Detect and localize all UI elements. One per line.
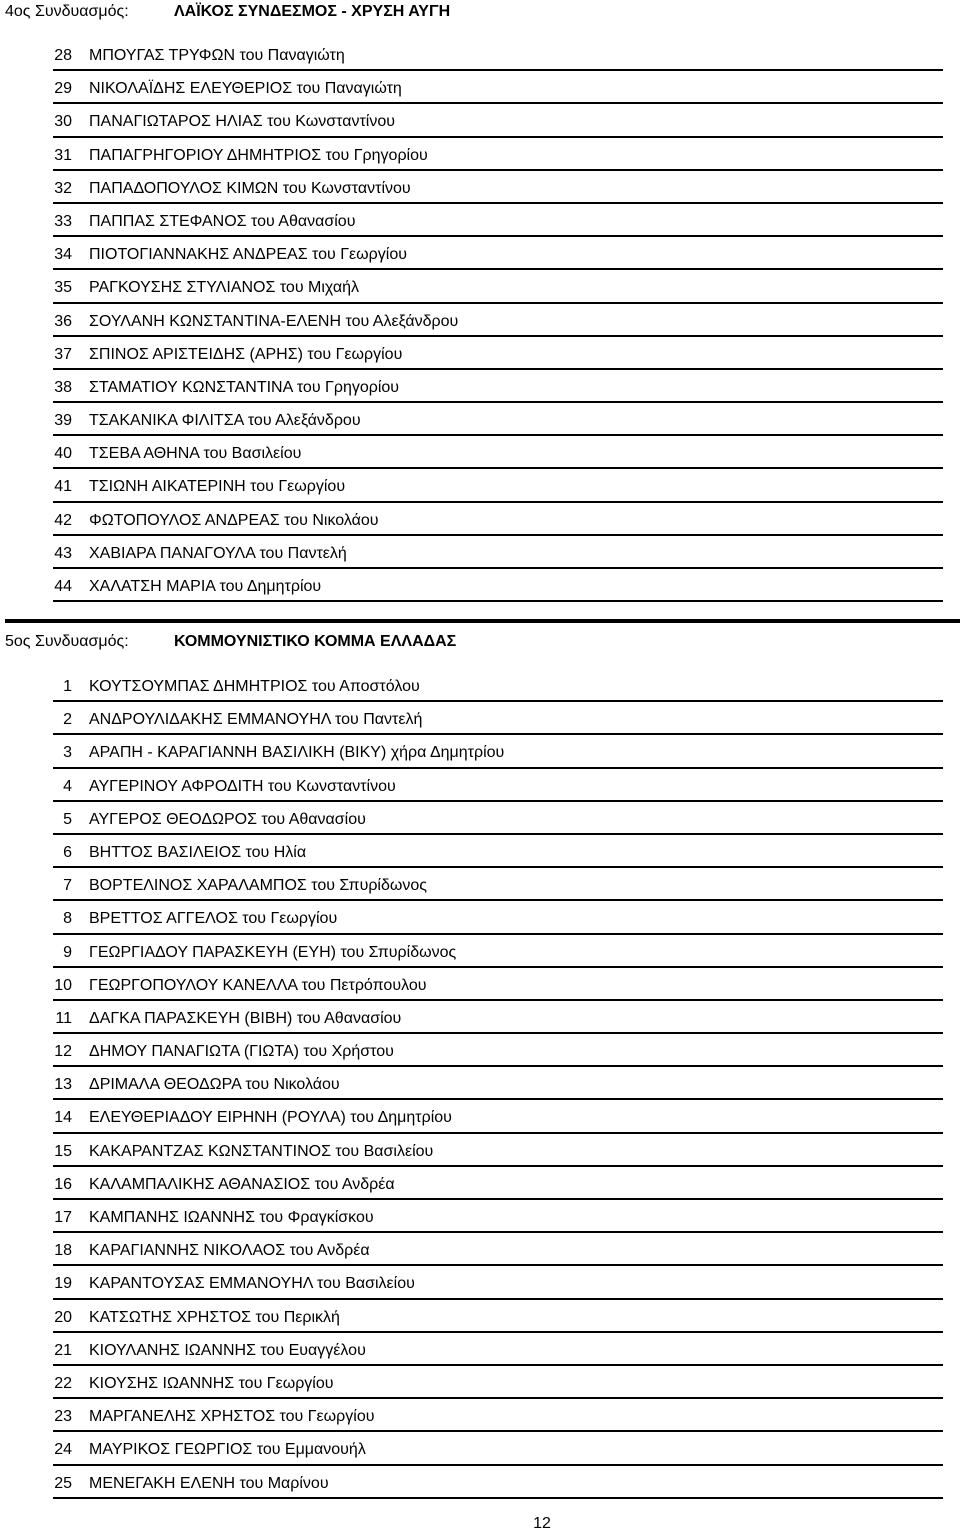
candidate-number: 28: [54, 47, 72, 64]
candidate-number: 31: [54, 146, 72, 164]
section-4-candidate-list: [0, 38, 960, 602]
candidate-number: 22: [54, 1374, 72, 1392]
candidate-row: [0, 1001, 960, 1034]
candidate-name: ΒΗΤΤΟΣ ΒΑΣΙΛΕΙΟΣ του Ηλία: [89, 843, 307, 861]
candidate-number: 38: [54, 378, 72, 396]
candidate-name: ΠΑΠΠΑΣ ΣΤΕΦΑΝΟΣ του Αθανασίου: [89, 212, 356, 230]
candidate-name: ΠΑΝΑΓΙΩΤΑΡΟΣ ΗΛΙΑΣ του Κωνσταντίνου: [89, 113, 395, 131]
candidate-row: [0, 935, 960, 968]
candidate-number: 18: [54, 1242, 72, 1260]
candidate-name: ΔΡΙΜΑΛΑ ΘΕΟΔΩΡΑ του Νικολάου: [89, 1076, 340, 1094]
candidate-number: 10: [54, 976, 72, 994]
candidate-row: [0, 337, 960, 370]
candidate-name: ΣΠΙΝΟΣ ΑΡΙΣΤΕΙΔΗΣ (ΑΡΗΣ) του Γεωργίου: [89, 345, 403, 363]
candidate-number: 42: [54, 511, 72, 529]
candidate-name: ΚΑΚΑΡΑΝΤΖΑΣ ΚΩΝΣΤΑΝΤΙΝΟΣ του Βασιλείου: [89, 1142, 434, 1160]
candidate-number: 8: [63, 910, 72, 928]
candidate-name: ΠΙΟΤΟΓΙΑΝΝΑΚΗΣ ΑΝΔΡΕΑΣ του Γεωργίου: [89, 246, 407, 264]
candidate-row: [0, 1233, 960, 1266]
candidate-name: ΑΝΔΡΟΥΛΙΔΑΚΗΣ ΕΜΜΑΝΟΥΗΛ του Παντελή: [89, 711, 423, 729]
candidate-name: ΜΑΥΡΙΚΟΣ ΓΕΩΡΓΙΟΣ του Εμμανουήλ: [89, 1441, 366, 1459]
candidate-name: ΔΑΓΚΑ ΠΑΡΑΣΚΕΥΗ (ΒΙΒΗ) του Αθανασίου: [89, 1009, 402, 1027]
candidate-row: [0, 1134, 960, 1167]
candidate-row: [0, 1466, 960, 1499]
candidate-row: [0, 38, 960, 71]
candidate-number: 24: [54, 1441, 72, 1459]
candidate-row: [0, 1034, 960, 1067]
candidate-name: ΜΕΝΕΓΑΚΗ ΕΛΕΝΗ του Μαρίνου: [89, 1474, 329, 1492]
candidate-number: 12: [54, 1043, 72, 1061]
candidate-number: 43: [54, 544, 72, 562]
row-underline: [53, 600, 943, 602]
candidate-name: ΝΙΚΟΛΑΪΔΗΣ ΕΛΕΥΘΕΡΙΟΣ του Παναγιώτη: [89, 80, 402, 98]
candidate-name: ΜΠΟΥΓΑΣ ΤΡΥΦΩΝ του Παναγιώτη: [89, 47, 345, 64]
candidate-number: 20: [54, 1308, 72, 1326]
candidate-number: 36: [54, 312, 72, 330]
candidate-number: 21: [54, 1341, 72, 1359]
candidate-name: ΔΗΜΟΥ ΠΑΝΑΓΙΩΤΑ (ΓΙΩΤΑ) του Χρήστου: [89, 1043, 394, 1061]
candidate-row: [0, 1300, 960, 1333]
candidate-number: 29: [54, 80, 72, 98]
candidate-row: [0, 104, 960, 137]
candidate-row: [0, 1266, 960, 1299]
candidate-row: [0, 403, 960, 436]
section-5-candidate-list: [0, 669, 960, 1499]
section-4-header: [5, 0, 955, 24]
candidate-number: 7: [63, 877, 72, 895]
candidate-name: ΒΟΡΤΕΛΙΝΟΣ ΧΑΡΑΛΑΜΠΟΣ του Σπυρίδωνος: [89, 877, 427, 895]
candidate-row: [0, 370, 960, 403]
candidate-row: [0, 469, 960, 502]
candidate-name: ΕΛΕΥΘΕΡΙΑΔΟΥ ΕΙΡΗΝΗ (ΡΟΥΛΑ) του Δημητρίου: [89, 1109, 452, 1127]
candidate-name: ΚΑΛΑΜΠΑΛΙΚΗΣ ΑΘΑΝΑΣΙΟΣ του Ανδρέα: [89, 1175, 395, 1193]
candidate-number: 14: [54, 1109, 72, 1127]
section-5-header: [5, 630, 955, 654]
candidate-number: 33: [54, 212, 72, 230]
candidate-row: [0, 901, 960, 934]
candidate-name: ΚΟΥΤΣΟΥΜΠΑΣ ΔΗΜΗΤΡΙΟΣ του Αποστόλου: [89, 678, 420, 695]
candidate-row: [0, 769, 960, 802]
section-5-label: 5ος Συνδυασμός:: [5, 633, 129, 650]
candidate-row: [0, 1100, 960, 1133]
candidate-row: [0, 669, 960, 702]
candidate-number: 2: [63, 711, 72, 729]
candidate-number: 25: [54, 1474, 72, 1492]
candidate-row: [0, 702, 960, 735]
section-5-party-name: ΚΟΜΜΟΥΝΙΣΤΙΚΟ ΚΟΜΜΑ ΕΛΛΑΔΑΣ: [174, 633, 457, 650]
candidate-number: 40: [54, 445, 72, 463]
candidate-row: [0, 968, 960, 1001]
candidate-row: [0, 735, 960, 768]
candidate-name: ΧΑΛΑΤΣΗ ΜΑΡΙΑ του Δημητρίου: [89, 578, 322, 595]
candidate-name: ΚΙΟΥΣΗΣ ΙΩΑΝΝΗΣ του Γεωργίου: [89, 1374, 334, 1392]
candidate-name: ΑΥΓΕΡΟΣ ΘΕΟΔΩΡΟΣ του Αθανασίου: [89, 810, 366, 828]
candidate-name: ΚΙΟΥΛΑΝΗΣ ΙΩΑΝΝΗΣ του Ευαγγέλου: [89, 1341, 366, 1359]
section-4-label: 4ος Συνδυασμός:: [5, 3, 129, 20]
candidate-row: [0, 1432, 960, 1465]
candidate-number: 15: [54, 1142, 72, 1160]
candidate-row: [0, 171, 960, 204]
candidate-number: 6: [63, 843, 72, 861]
candidate-row: [0, 802, 960, 835]
candidate-name: ΓΕΩΡΓΙΑΔΟΥ ΠΑΡΑΣΚΕΥΗ (ΕΥΗ) του Σπυρίδωνος: [89, 943, 457, 961]
candidate-row: [0, 1366, 960, 1399]
candidate-row: [0, 569, 960, 602]
candidate-number: 34: [54, 246, 72, 264]
candidate-row: [0, 536, 960, 569]
row-underline: [53, 1497, 943, 1499]
candidate-number: 35: [54, 279, 72, 297]
candidate-number: 39: [54, 412, 72, 430]
candidate-name: ΤΣΙΩΝΗ ΑΙΚΑΤΕΡΙΝΗ του Γεωργίου: [89, 478, 346, 496]
candidate-name: ΤΣΑΚΑΝΙΚΑ ΦΙΛΙΤΣΑ του Αλεξάνδρου: [89, 412, 361, 430]
candidate-name: ΧΑΒΙΑΡΑ ΠΑΝΑΓΟΥΛΑ του Παντελή: [89, 544, 347, 562]
candidate-name: ΦΩΤΟΠΟΥΛΟΣ ΑΝΔΡΕΑΣ του Νικολάου: [89, 511, 379, 529]
candidate-row: [0, 1200, 960, 1233]
candidate-name: ΠΑΠΑΔΟΠΟΥΛΟΣ ΚΙΜΩΝ του Κωνσταντίνου: [89, 179, 411, 197]
candidate-name: ΚΑΡΑΝΤΟΥΣΑΣ ΕΜΜΑΝΟΥΗΛ του Βασιλείου: [89, 1275, 415, 1293]
candidate-row: [0, 503, 960, 536]
candidate-number: 9: [63, 943, 72, 961]
candidate-name: ΚΑΜΠΑΝΗΣ ΙΩΑΝΝΗΣ του Φραγκίσκου: [89, 1209, 374, 1226]
candidate-number: 32: [54, 179, 72, 197]
candidate-number: 17: [54, 1209, 72, 1226]
candidate-number: 13: [54, 1076, 72, 1094]
candidate-row: [0, 1399, 960, 1432]
candidate-number: 44: [54, 578, 72, 595]
candidate-row: [0, 270, 960, 303]
candidate-number: 5: [63, 810, 72, 828]
candidate-number: 1: [63, 678, 72, 695]
candidate-name: ΑΡΑΠΗ - ΚΑΡΑΓΙΑΝΝΗ ΒΑΣΙΛΙΚΗ (ΒΙΚΥ) χήρα Δημητρίου: [89, 744, 505, 762]
candidate-row: [0, 868, 960, 901]
candidate-name: ΠΑΠΑΓΡΗΓΟΡΙΟΥ ΔΗΜΗΤΡΙΟΣ του Γρηγορίου: [89, 146, 428, 164]
candidate-row: [0, 1333, 960, 1366]
candidate-name: ΣΤΑΜΑΤΙΟΥ ΚΩΝΣΤΑΝΤΙΝΑ του Γρηγορίου: [89, 378, 400, 396]
section-divider: [5, 619, 960, 623]
candidate-row: [0, 436, 960, 469]
candidate-number: 41: [54, 478, 72, 496]
candidate-name: ΣΟΥΛΑΝΗ ΚΩΝΣΤΑΝΤΙΝΑ-ΕΛΕΝΗ του Αλεξάνδρου: [89, 312, 459, 330]
candidate-row: [0, 204, 960, 237]
section-4-party-name: ΛΑΪΚΟΣ ΣΥΝΔΕΣΜΟΣ - ΧΡΥΣΗ ΑΥΓΗ: [174, 3, 451, 20]
candidate-row: [0, 138, 960, 171]
candidate-number: 3: [63, 744, 72, 762]
candidate-name: ΡΑΓΚΟΥΣΗΣ ΣΤΥΛΙΑΝΟΣ του Μιχαήλ: [89, 279, 360, 297]
candidate-number: 4: [63, 777, 72, 795]
page-number: 12: [533, 1515, 551, 1532]
candidate-number: 37: [54, 345, 72, 363]
candidate-number: 30: [54, 113, 72, 131]
candidate-row: [0, 304, 960, 337]
candidate-number: 11: [55, 1009, 72, 1027]
candidate-name: ΤΣΕΒΑ ΑΘΗΝΑ του Βασιλείου: [89, 445, 302, 463]
candidate-row: [0, 237, 960, 270]
candidate-name: ΚΑΤΣΩΤΗΣ ΧΡΗΣΤΟΣ του Περικλή: [89, 1308, 340, 1326]
candidate-number: 16: [54, 1175, 72, 1193]
candidate-number: 23: [54, 1408, 72, 1426]
candidate-row: [0, 835, 960, 868]
candidate-name: ΒΡΕΤΤΟΣ ΑΓΓΕΛΟΣ του Γεωργίου: [89, 910, 338, 928]
candidate-row: [0, 1167, 960, 1200]
candidate-name: ΚΑΡΑΓΙΑΝΝΗΣ ΝΙΚΟΛΑΟΣ του Ανδρέα: [89, 1242, 370, 1260]
candidate-row: [0, 71, 960, 104]
candidate-name: ΑΥΓΕΡΙΝΟΥ ΑΦΡΟΔΙΤΗ του Κωνσταντίνου: [89, 777, 396, 795]
candidate-row: [0, 1067, 960, 1100]
candidate-number: 19: [54, 1275, 72, 1293]
candidate-name: ΜΑΡΓΑΝΕΛΗΣ ΧΡΗΣΤΟΣ του Γεωργίου: [89, 1408, 375, 1426]
candidate-name: ΓΕΩΡΓΟΠΟΥΛΟΥ ΚΑΝΕΛΛΑ του Πετρόπουλου: [89, 976, 427, 994]
